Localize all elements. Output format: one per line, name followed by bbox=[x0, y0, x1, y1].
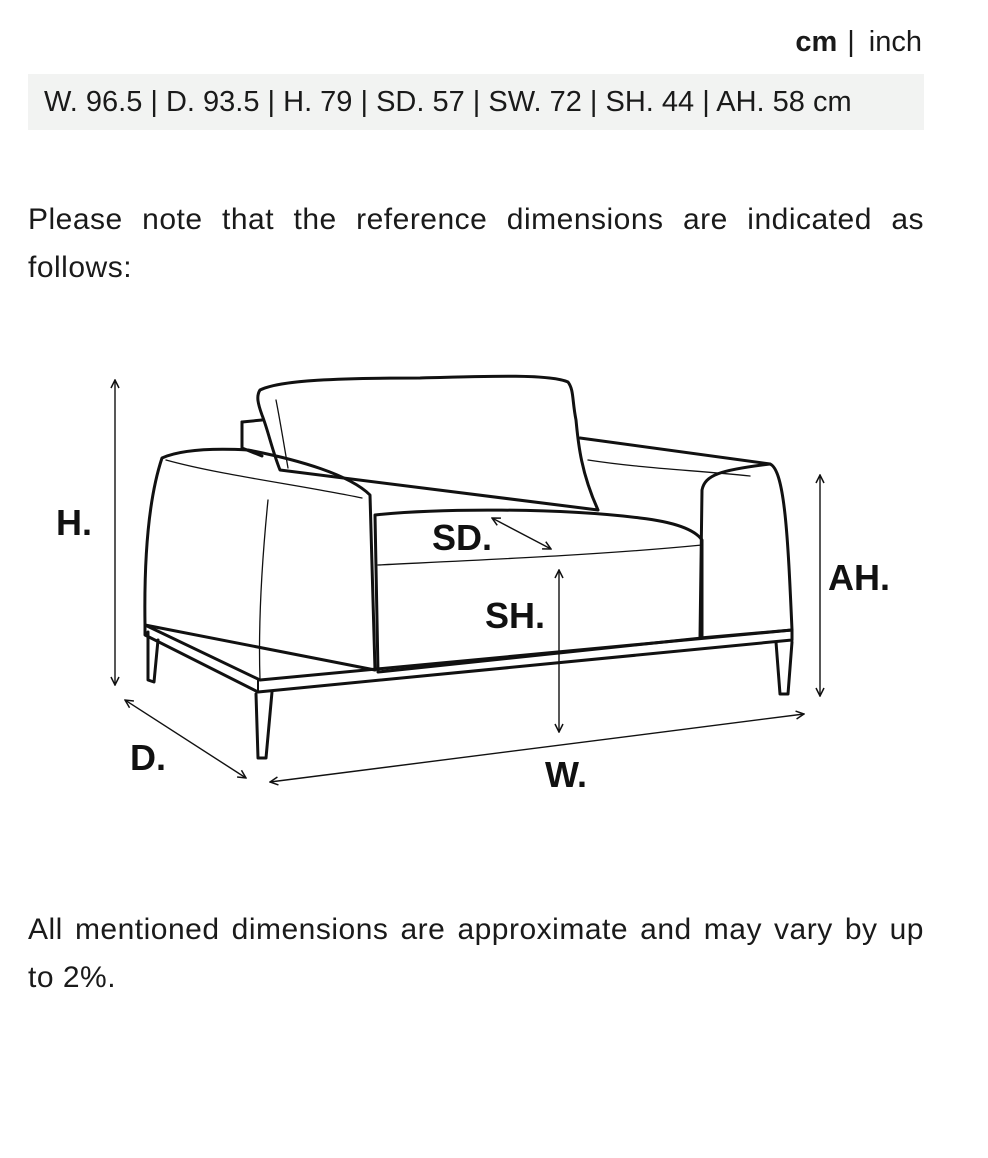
sofa-drawing bbox=[145, 376, 792, 758]
label-height: H. bbox=[56, 502, 92, 543]
dimension-arrows bbox=[115, 380, 820, 782]
reference-note: Please note that the reference dimensions are indicated as follows: bbox=[28, 203, 924, 284]
dimensions-summary bbox=[28, 74, 924, 130]
label-seat-height: SH. bbox=[485, 595, 546, 636]
unit-option-inch[interactable]: inch bbox=[868, 26, 922, 58]
dimensions-disclaimer: All mentioned dimensions are approximate and may vary by up to 2%. bbox=[28, 913, 924, 994]
unit-separator: | bbox=[847, 26, 855, 58]
label-width: W. bbox=[545, 754, 587, 795]
label-arm-height: AH. bbox=[828, 557, 890, 598]
label-depth: D. bbox=[130, 737, 166, 778]
sofa-dimension-diagram bbox=[40, 360, 920, 820]
label-seat-depth: SD. bbox=[432, 517, 493, 558]
dimensions-text: W. 96.5 | D. 93.5 | H. 79 | SD. 57 | SW. 72 | SH. 44 | AH. 58 cm bbox=[44, 85, 852, 118]
unit-option-cm[interactable]: cm bbox=[795, 26, 838, 58]
unit-toggle bbox=[793, 26, 924, 59]
